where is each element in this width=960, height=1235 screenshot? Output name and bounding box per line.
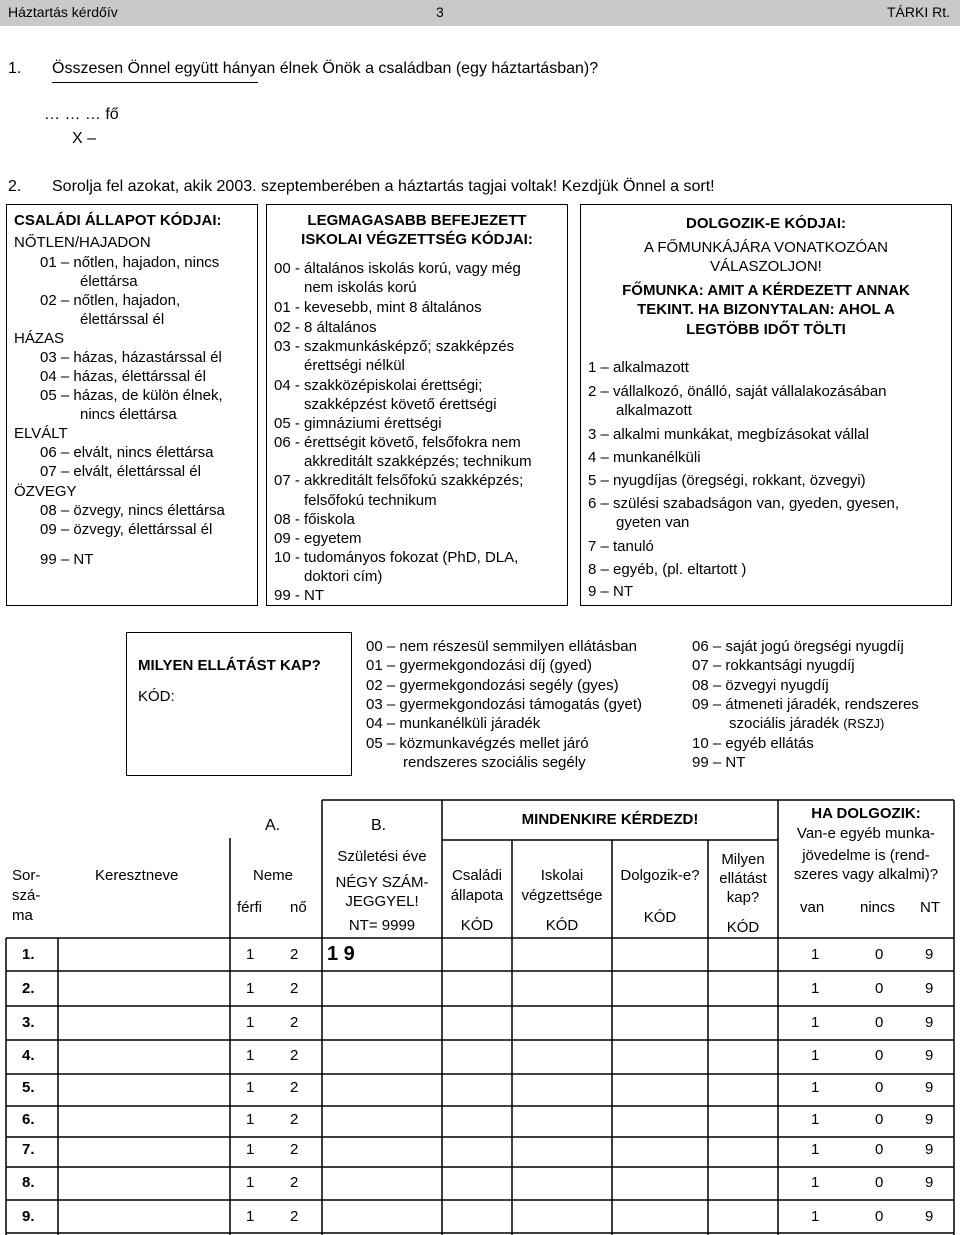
benefit-code-04: 04 – munkanélküli járadék xyxy=(366,715,541,732)
family-code-08: 08 – özvegy, nincs élettársa xyxy=(40,502,225,519)
benefit-kod-label: KÓD: xyxy=(138,688,175,705)
col-milyen-kod: KÓD xyxy=(726,919,760,936)
sex-female-code[interactable]: 2 xyxy=(290,1174,299,1191)
family-code-02-cont: élettárssal él xyxy=(80,311,165,328)
col-nincs: nincs xyxy=(860,899,896,916)
sex-male-code[interactable]: 1 xyxy=(246,1014,255,1031)
benefit-code-00: 00 – nem részesül semmilyen ellátásban xyxy=(366,638,637,655)
q2-number: 2. xyxy=(8,178,22,195)
mindenkire-header: MINDENKIRE KÉRDEZD! xyxy=(521,811,699,828)
nincs-code[interactable]: 0 xyxy=(875,1208,884,1225)
nt-code[interactable]: 9 xyxy=(925,980,934,997)
work-codes-box xyxy=(580,204,952,606)
family-code-07: 07 – elvált, élettárssal él xyxy=(40,463,201,480)
col-szuletesi-nt: NT= 9999 xyxy=(348,917,416,934)
edu-code-07-cont: felsőfokú technikum xyxy=(304,492,437,509)
edu-code-99: 99 - NT xyxy=(274,587,325,604)
nt-code[interactable]: 9 xyxy=(925,1079,934,1096)
sex-male-code[interactable]: 1 xyxy=(246,1174,255,1191)
col-van: van xyxy=(800,899,825,916)
header-right: TÁRKI Rt. xyxy=(886,4,950,20)
col-szuletesi-1: Születési éve xyxy=(337,848,427,865)
nt-code[interactable]: 9 xyxy=(925,1141,934,1158)
row-number: 3. xyxy=(22,1014,35,1031)
education-codes-title-2: ISKOLAI VÉGZETTSÉG KÓDJAI: xyxy=(301,231,533,248)
work-code-5: 5 – nyugdíjas (öregségi, rokkant, özvegyi) xyxy=(588,472,866,489)
work-code-6-cont: gyeten van xyxy=(616,514,690,531)
nt-code[interactable]: 9 xyxy=(925,1208,934,1225)
edu-code-07: 07 - akkreditált felsőfokú szakképzés; xyxy=(274,472,524,489)
q1-underline xyxy=(52,82,258,83)
work-definition-2: TEKINT. HA BIZONYTALAN: AHOL A xyxy=(637,301,895,318)
edu-code-08: 08 - főiskola xyxy=(274,511,355,528)
family-status-codes-box xyxy=(6,204,258,606)
education-codes-title-1: LEGMAGASABB BEFEJEZETT xyxy=(307,212,527,229)
col-szuletesi-3: JEGGYEL! xyxy=(345,893,419,910)
sex-female-code[interactable]: 2 xyxy=(290,980,299,997)
sex-female-code[interactable]: 2 xyxy=(290,1047,299,1064)
sex-female-code[interactable]: 2 xyxy=(290,1014,299,1031)
nt-code[interactable]: 9 xyxy=(925,1014,934,1031)
benefit-code-02: 02 – gyermekgondozási segély (gyes) xyxy=(366,677,619,694)
van-code[interactable]: 1 xyxy=(811,1174,820,1191)
nincs-code[interactable]: 0 xyxy=(875,1047,884,1064)
sex-female-code[interactable]: 2 xyxy=(290,946,299,963)
edu-code-10-cont: doktori cím) xyxy=(304,568,383,585)
benefit-code-09: 09 – átmeneti járadék, rendszeres xyxy=(692,696,919,713)
col-keresztneve: Keresztneve xyxy=(95,867,179,884)
edu-code-09: 09 - egyetem xyxy=(274,530,362,547)
col-sorszama-2: szá- xyxy=(12,887,41,904)
work-code-3: 3 – alkalmi munkákat, megbízásokat vállal xyxy=(588,426,869,443)
sex-male-code[interactable]: 1 xyxy=(246,1208,255,1225)
nt-code[interactable]: 9 xyxy=(925,946,934,963)
egyeb-munka-3: szeres vagy alkalmi)? xyxy=(793,866,939,883)
edu-code-04-cont: szakképzést követő érettségi xyxy=(304,396,497,413)
benefit-code-08: 08 – özvegyi nyugdíj xyxy=(692,677,829,694)
family-group-ozvegy: ÖZVEGY xyxy=(14,483,77,500)
family-code-04: 04 – házas, élettárssal él xyxy=(40,368,206,385)
family-code-01-cont: élettársa xyxy=(80,273,138,290)
edu-code-03: 03 - szakmunkásképző; szakképzés xyxy=(274,338,515,355)
page-header xyxy=(0,0,960,26)
edu-code-06: 06 - érettségit követő, felsőfokra nem xyxy=(274,434,521,451)
work-code-7: 7 – tanuló xyxy=(588,538,654,555)
family-codes-title: CSALÁDI ÁLLAPOT KÓDJAI: xyxy=(14,212,222,229)
sex-male-code[interactable]: 1 xyxy=(246,1079,255,1096)
work-codes-title: DOLGOZIK-E KÓDJAI: xyxy=(686,215,846,232)
benefit-code-01: 01 – gyermekgondozási díj (gyed) xyxy=(366,657,592,674)
edu-code-06-cont: akkreditált szakképzés; technikum xyxy=(304,453,532,470)
work-code-9: 9 – NT xyxy=(588,583,634,600)
family-code-05: 05 – házas, de külön élnek, xyxy=(40,387,223,404)
work-code-8: 8 – egyéb, (pl. eltartott ) xyxy=(588,561,747,578)
work-code-1: 1 – alkalmazott xyxy=(588,359,689,376)
sex-female-code[interactable]: 2 xyxy=(290,1079,299,1096)
benefit-code-05: 05 – közmunkavégzés mellet járó xyxy=(366,735,589,752)
label-b: B. xyxy=(371,817,387,834)
family-group-notlen: NŐTLEN/HAJADON xyxy=(14,234,151,251)
col-sorszama-1: Sor- xyxy=(12,867,41,884)
benefit-code-99: 99 – NT xyxy=(692,754,746,771)
nt-code[interactable]: 9 xyxy=(925,1111,934,1128)
nincs-code[interactable]: 0 xyxy=(875,946,884,963)
family-code-99: 99 – NT xyxy=(40,551,94,568)
sex-female-code[interactable]: 2 xyxy=(290,1141,299,1158)
family-code-09: 09 – özvegy, élettárssal él xyxy=(40,521,213,538)
family-group-elvalt: ELVÁLT xyxy=(14,425,68,442)
family-code-01: 01 – nőtlen, hajadon, nincs xyxy=(40,254,220,271)
edu-code-00-cont: nem iskolás korú xyxy=(304,279,417,296)
col-no: nő xyxy=(290,899,307,916)
sex-female-code[interactable]: 2 xyxy=(290,1111,299,1128)
work-note-1: A FŐMUNKÁJÁRA VONATKOZÓAN xyxy=(644,239,888,256)
van-code[interactable]: 1 xyxy=(811,1208,820,1225)
q1-number: 1. xyxy=(8,60,22,77)
benefit-code-05-cont: rendszeres szociális segély xyxy=(403,754,586,771)
col-ferfi: férfi xyxy=(237,899,263,916)
family-code-05-cont: nincs élettársa xyxy=(80,406,177,423)
col-sorszama-3: ma xyxy=(12,907,33,924)
van-code[interactable]: 1 xyxy=(811,1014,820,1031)
birth-year-prefix: 1 9 xyxy=(327,943,355,965)
col-dolgozik-kod: KÓD xyxy=(643,909,677,926)
nincs-code[interactable]: 0 xyxy=(875,1014,884,1031)
row-number: 6. xyxy=(22,1111,35,1128)
work-note-2: VÁLASZOLJON! xyxy=(710,258,822,275)
row-number: 2. xyxy=(22,980,35,997)
edu-code-00: 00 - általános iskolás korú, vagy még xyxy=(274,260,521,277)
row-number: 5. xyxy=(22,1079,35,1096)
egyeb-munka-2: jövedelme is (rend- xyxy=(802,847,930,864)
rszj-abbrev: (RSZJ) xyxy=(843,716,885,731)
header-left: Háztartás kérdőív xyxy=(8,4,118,20)
row-number: 7. xyxy=(22,1141,35,1158)
label-a: A. xyxy=(265,817,281,834)
family-group-hazas: HÁZAS xyxy=(14,330,65,347)
sex-male-code[interactable]: 1 xyxy=(246,946,255,963)
nincs-code[interactable]: 0 xyxy=(875,1174,884,1191)
edu-code-10: 10 - tudományos fokozat (PhD, DLA, xyxy=(274,549,519,566)
benefit-code-10: 10 – egyéb ellátás xyxy=(692,735,814,752)
col-milyen-1: Milyen xyxy=(721,851,765,868)
egyeb-munka-1: Van-e egyéb munka- xyxy=(796,825,936,842)
edu-code-04: 04 - szakközépiskolai érettségi; xyxy=(274,377,483,394)
work-definition-3: LEGTÖBB IDŐT TÖLTI xyxy=(686,321,846,338)
sex-male-code[interactable]: 1 xyxy=(246,980,255,997)
van-code[interactable]: 1 xyxy=(811,1141,820,1158)
col-csaladi-2: állapota xyxy=(450,887,504,904)
nincs-code[interactable]: 0 xyxy=(875,1079,884,1096)
nt-code[interactable]: 9 xyxy=(925,1174,934,1191)
benefit-code-06: 06 – saját jogú öregségi nyugdíj xyxy=(692,638,904,655)
van-code[interactable]: 1 xyxy=(811,1079,820,1096)
benefit-code-03: 03 – gyermekgondozási támogatás (gyet) xyxy=(366,696,642,713)
nincs-code[interactable]: 0 xyxy=(875,1111,884,1128)
benefit-question-box xyxy=(126,632,352,776)
education-codes-box xyxy=(266,204,568,606)
benefit-code-09-cont xyxy=(729,714,884,733)
family-code-06: 06 – elvált, nincs élettársa xyxy=(40,444,214,461)
col-neme: Neme xyxy=(253,867,294,884)
col-iskolai-2: végzettsége xyxy=(521,887,603,904)
col-csaladi-1: Családi xyxy=(451,867,503,884)
sex-male-code[interactable]: 1 xyxy=(246,1141,255,1158)
q1-text: Összesen Önnel együtt hányan élnek Önök a családban (egy háztartásban)? xyxy=(52,60,599,77)
work-code-4: 4 – munkanélküli xyxy=(588,449,701,466)
benefit-question: MILYEN ELLÁTÁST KAP? xyxy=(138,657,321,674)
sex-female-code[interactable]: 2 xyxy=(290,1208,299,1225)
col-szuletesi-2: NÉGY SZÁM- xyxy=(335,874,429,891)
van-code[interactable]: 1 xyxy=(811,1047,820,1064)
col-iskolai-1: Iskolai xyxy=(540,867,584,884)
col-milyen-2: ellátást xyxy=(719,870,767,887)
col-nt: NT xyxy=(920,899,940,916)
nincs-code[interactable]: 0 xyxy=(875,980,884,997)
q1-x-line: X – xyxy=(72,130,97,147)
nt-code[interactable]: 9 xyxy=(925,1047,934,1064)
row-number: 8. xyxy=(22,1174,35,1191)
benefit-code-07: 07 – rokkantsági nyugdíj xyxy=(692,657,855,674)
work-code-6: 6 – szülési szabadságon van, gyeden, gyesen, xyxy=(588,495,900,512)
row-number: 4. xyxy=(22,1047,35,1064)
edu-code-02: 02 - 8 általános xyxy=(274,319,377,336)
col-dolgozik-1: Dolgozik-e? xyxy=(620,867,700,884)
sex-male-code[interactable]: 1 xyxy=(246,1111,255,1128)
edu-code-05: 05 - gimnáziumi érettségi xyxy=(274,415,442,432)
van-code[interactable]: 1 xyxy=(811,980,820,997)
row-number: 1. xyxy=(22,946,35,963)
work-code-2-cont: alkalmazott xyxy=(616,402,692,419)
q2-text: Sorolja fel azokat, akik 2003. szeptemberében a háztartás tagjai voltak! Kezdjük Önnel a sort! xyxy=(52,178,715,195)
edu-code-03-cont: érettségi nélkül xyxy=(304,357,405,374)
work-definition-1: FŐMUNKA: AMIT A KÉRDEZETT ANNAK xyxy=(622,282,910,299)
col-milyen-3: kap? xyxy=(726,889,760,906)
col-iskolai-kod: KÓD xyxy=(545,917,579,934)
benefit-code-09-cont-text: szociális járadék xyxy=(729,715,840,732)
page-number: 3 xyxy=(436,4,444,20)
edu-code-01: 01 - kevesebb, mint 8 általános xyxy=(274,299,482,316)
col-csaladi-kod: KÓD xyxy=(460,917,494,934)
family-code-02: 02 – nőtlen, hajadon, xyxy=(40,292,181,309)
nincs-code[interactable]: 0 xyxy=(875,1141,884,1158)
van-code[interactable]: 1 xyxy=(811,946,820,963)
work-code-2: 2 – vállalkozó, önálló, saját vállalakozásában xyxy=(588,383,887,400)
van-code[interactable]: 1 xyxy=(811,1111,820,1128)
row-number: 9. xyxy=(22,1208,35,1225)
sex-male-code[interactable]: 1 xyxy=(246,1047,255,1064)
ha-dolgozik-header: HA DOLGOZIK: xyxy=(811,805,921,822)
q1-answer-line[interactable]: … … … fő xyxy=(44,106,119,123)
family-code-03: 03 – házas, házastárssal él xyxy=(40,349,222,366)
